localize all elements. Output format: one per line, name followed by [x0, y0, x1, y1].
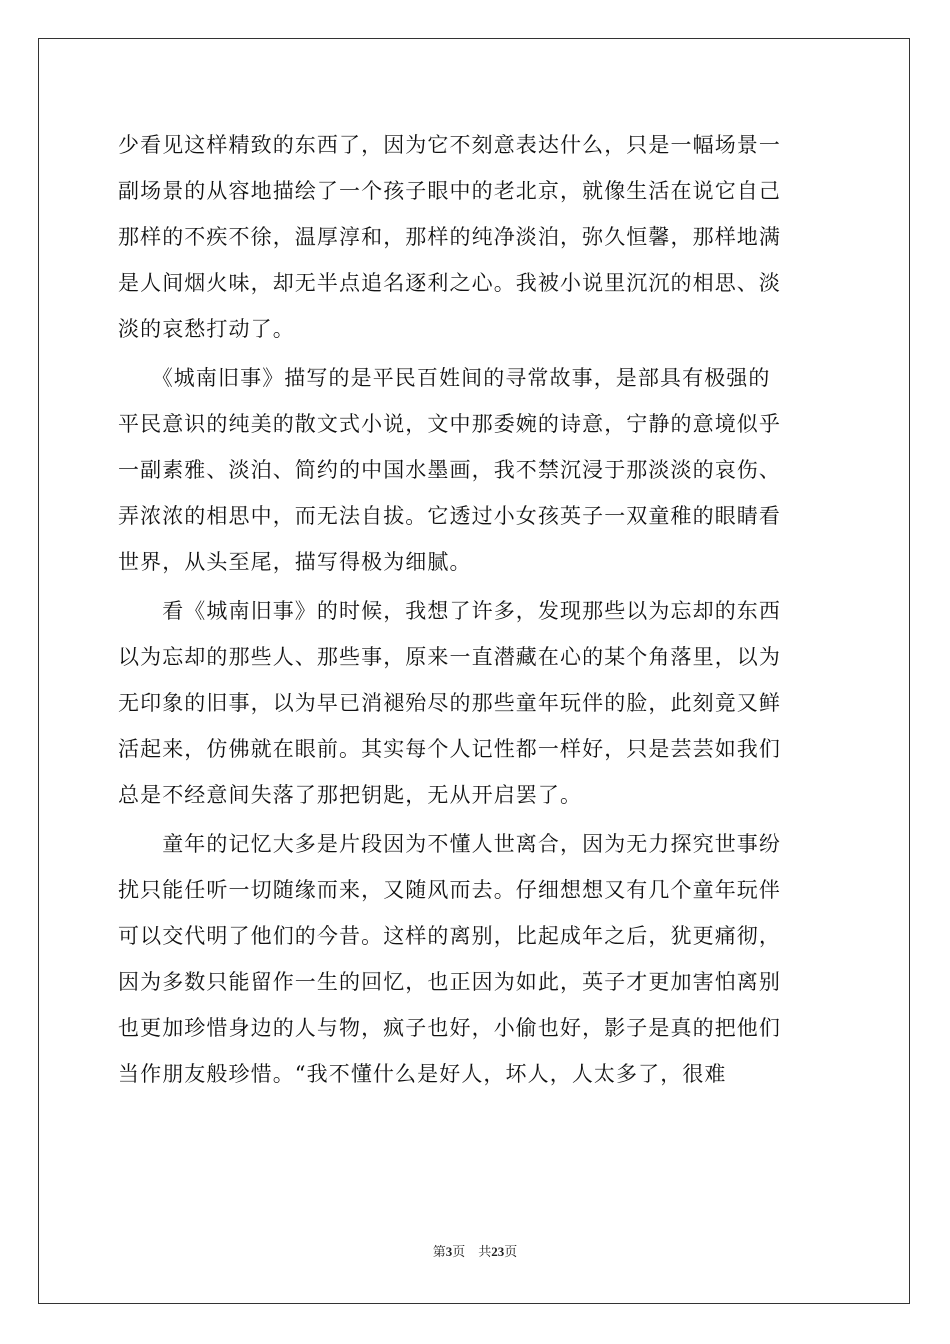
text-line: 副场景的从容地描绘了一个孩子眼中的老北京，就像生活在说它自己 [118, 179, 781, 203]
footer-page-unit: 页 [452, 1244, 466, 1259]
paragraph-3 [118, 588, 832, 818]
text-line: 可以交代明了他们的今昔。这样的离别，比起成年之后，犹更痛彻， [118, 924, 781, 948]
text-line: 少看见这样精致的东西了，因为它不刻意表达什么，只是一幅场景一 [118, 133, 781, 157]
text-line: 那样的不疾不徐，温厚淳和，那样的纯净淡泊，弥久恒馨，那样地满 [118, 225, 781, 249]
text-line: 一副素雅、淡泊、简约的中国水墨画，我不禁沉浸于那淡淡的哀伤、 [118, 458, 781, 482]
paragraph-1 [118, 122, 832, 352]
footer-prefix: 第 [432, 1244, 446, 1259]
text-line: 当作朋友般珍惜。“我不懂什么是好人，坏人，人太多了，很难 [118, 1062, 727, 1086]
text-line: 看《城南旧事》的时候，我想了许多，发现那些以为忘却的东西 [118, 599, 781, 623]
total-pages-number: 23 [491, 1244, 505, 1259]
text-line: 平民意识的纯美的散文式小说，文中那委婉的诗意，宁静的意境似乎 [118, 412, 781, 436]
text-line: 总是不经意间失落了那把钥匙，无从开启罢了。 [118, 783, 583, 807]
text-line: 也更加珍惜身边的人与物，疯子也好，小偷也好，影子是真的把他们 [118, 1016, 781, 1040]
document-body [118, 122, 832, 1097]
text-line: 是人间烟火味，却无半点追名逐利之心。我被小说里沉沉的相思、淡 [118, 271, 781, 295]
text-line: 淡的哀愁打动了。 [118, 317, 295, 341]
text-line: 无印象的旧事，以为早已消褪殆尽的那些童年玩伴的脸，此刻竟又鲜 [118, 691, 781, 715]
paragraph-4 [118, 821, 832, 1097]
text-line: 扰只能任听一切随缘而来，又随风而去。仔细想想又有几个童年玩伴 [118, 878, 781, 902]
text-line: 活起来，仿佛就在眼前。其实每个人记性都一样好，只是芸芸如我们 [118, 737, 781, 761]
footer-total-unit: 页 [504, 1244, 518, 1259]
text-line: 弄浓浓的相思中，而无法自拔。它透过小女孩英子一双童稚的眼睛看 [118, 504, 781, 528]
page-footer [0, 1243, 950, 1261]
current-page-number: 3 [445, 1244, 453, 1259]
text-line: 世界，从头至尾，描写得极为细腻。 [118, 550, 472, 574]
footer-total-prefix: 共 [478, 1244, 492, 1259]
text-line: 童年的记忆大多是片段因为不懂人世离合，因为无力探究世事纷 [118, 832, 781, 856]
text-line: 《城南旧事》描写的是平民百姓间的寻常故事，是部具有极强的 [118, 366, 771, 390]
text-line: 以为忘却的那些人、那些事，原来一直潜藏在心的某个角落里，以为 [118, 645, 781, 669]
text-line: 因为多数只能留作一生的回忆，也正因为如此，英子才更加害怕离别 [118, 970, 781, 994]
paragraph-2 [118, 355, 832, 585]
